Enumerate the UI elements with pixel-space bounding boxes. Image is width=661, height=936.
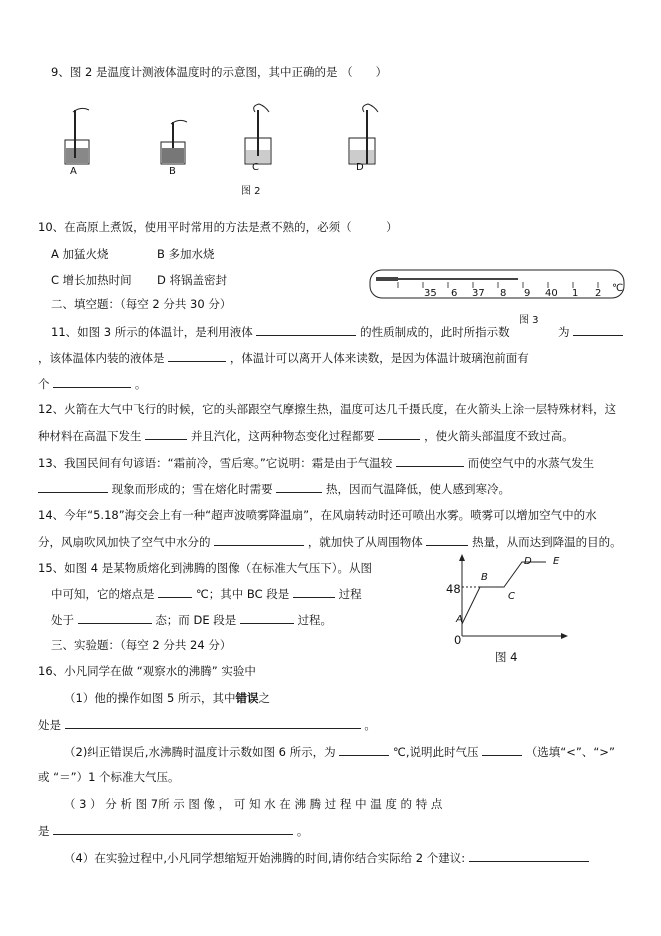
- thermo-tick-6: 6: [451, 288, 458, 299]
- thermo-tick-9: 9: [524, 288, 531, 299]
- q15-line1: 15、如图 4 是某物质熔化到沸腾的图像（在标准大气压下）。从图: [38, 561, 373, 575]
- q16-intro: 16、小凡同学在做 “观察水的沸腾” 实验中: [38, 664, 256, 678]
- q14-blank-2[interactable]: [426, 533, 468, 546]
- q11-line1: [51, 323, 510, 340]
- q11-l1c: [558, 323, 623, 340]
- q13-line2: [38, 480, 510, 497]
- q15-l2c: 过程: [338, 587, 362, 601]
- q15-l3c: 过程。: [297, 613, 333, 627]
- q11-line3: [38, 375, 146, 392]
- q16-s1-bold: 错误: [235, 691, 259, 705]
- q16-s3c: 。: [296, 824, 309, 838]
- q12-l2b: 并且汽化，这两种物态变化过程都要: [190, 429, 375, 443]
- q12-line2: [38, 427, 574, 444]
- thermo-tick-1: 1: [572, 288, 579, 299]
- fig4-point-c: C: [508, 591, 515, 602]
- q16-s2b: ℃,说明此时气压: [392, 745, 479, 759]
- fig2-label-b: B: [169, 166, 176, 177]
- fig4-origin: 0: [454, 633, 462, 647]
- beaker-b-icon: [161, 120, 187, 164]
- q16-s2a: （2)纠正错误后,水沸腾时温度计示数如图 6 所示，为: [64, 745, 336, 759]
- q16-blank-pressure[interactable]: [482, 743, 522, 756]
- q16-s1c: 处是: [38, 718, 61, 732]
- q11-blank-property[interactable]: [256, 323, 356, 336]
- q16-blank-error[interactable]: [65, 716, 361, 729]
- beaker-c-icon: [245, 104, 271, 164]
- q13-l1a: 13、我国民间有句谚语：“霜前冷，雪后寒。”它说明：霜是由于气温较: [38, 456, 393, 470]
- fig4-point-e: E: [553, 556, 560, 567]
- q16-s2c: （选填“<”、“>”: [525, 745, 615, 759]
- q16-blank-temp[interactable]: [339, 743, 389, 756]
- q16-s4: [64, 849, 589, 866]
- q16-blank-suggestion[interactable]: [469, 849, 589, 862]
- q11-line2: [38, 349, 529, 366]
- thermo-tick-35: 35: [424, 288, 437, 299]
- q16-s1d: 。: [364, 718, 376, 732]
- q15-line3: [51, 611, 332, 628]
- q12-l2c: ，使火箭头部温度不致过高。: [424, 429, 574, 443]
- q11-l2a: ，该体温体内装的液体是: [38, 351, 165, 365]
- q11-l1c-text: 为: [558, 325, 570, 339]
- q14-l2a: 分，风扇吹风加快了空气中水分的: [38, 535, 211, 549]
- beaker-a-icon: [65, 108, 89, 164]
- fig4-caption: 图 4: [495, 650, 518, 664]
- q15-blank-1[interactable]: [158, 585, 192, 598]
- q11-l1b: 的性质制成的，此时所指示数: [360, 325, 510, 339]
- beaker-d-icon: [349, 104, 378, 164]
- fig4-ytick: 48: [446, 582, 461, 596]
- q10-option-a: A 加猛火烧: [51, 247, 109, 261]
- fig3-caption: 图 3: [519, 315, 539, 326]
- q11-l3a: 个: [38, 377, 50, 391]
- q13-blank-3[interactable]: [276, 480, 322, 493]
- q14-l2b: ，就加快了从周围物体: [307, 535, 423, 549]
- fig4-point-b: B: [481, 572, 488, 583]
- q9-text: 9、图 2 是温度计测液体温度时的示意图，其中正确的是 （ ）: [51, 65, 388, 79]
- fig4-point-a: A: [456, 614, 463, 625]
- q13-l1b: 而使空气中的水蒸气发生: [467, 456, 595, 470]
- q15-blank-4[interactable]: [240, 611, 294, 624]
- q16-s1: [64, 690, 270, 706]
- q10-text: 10、在高原上煮饭，使用平时常用的方法是煮不熟的，必须（ ）: [38, 220, 398, 234]
- section2-heading: 二、填空题：（每空 2 分共 30 分）: [51, 297, 232, 311]
- q16-s3-line2: [38, 822, 308, 839]
- q15-l3a: 处于: [51, 613, 74, 627]
- q10-option-c: C 增长加热时间: [51, 273, 132, 287]
- q16-s2: [64, 743, 615, 760]
- q15-line2: [51, 585, 362, 602]
- q16-s1b: 之: [258, 691, 270, 705]
- q13-l2b: 热，因而气温降低，使人感到寒冷。: [325, 482, 510, 496]
- fig2-caption: 图 2: [241, 186, 261, 197]
- q10-option-b: B 多加水烧: [157, 247, 215, 261]
- q15-l2a: 中可知，它的熔点是: [51, 587, 155, 601]
- q11-l2b: ，体温计可以离开人体来读数，是因为体温计玻璃泡前面有: [229, 351, 529, 365]
- fig2-label-a: A: [70, 166, 77, 177]
- q16-s3a: （ 3 ） 分 析 图 7所 示 图 像 ， 可 知 水 在 沸 腾 过 程 中 温 度 的 特 点: [64, 797, 443, 811]
- thermo-tick-37: 37: [472, 288, 485, 299]
- q13-blank-1[interactable]: [396, 454, 464, 467]
- q16-s2d: 或 “＝”）1 个标准大气压。: [38, 770, 180, 784]
- q14-line2: [38, 533, 622, 550]
- fig2-beakers: [55, 100, 395, 180]
- q12-blank-2[interactable]: [378, 427, 420, 440]
- q11-l1a: 11、如图 3 所示的体温计，是利用液体: [51, 325, 253, 339]
- thermo-unit: ℃: [612, 283, 624, 294]
- q16-s1-line2: [38, 716, 376, 733]
- q14-l2c: 热量，从而达到降温的目的。: [472, 535, 622, 549]
- fig2-label-c: C: [252, 162, 259, 173]
- q16-s3b: 是: [38, 824, 50, 838]
- thermo-tick-8: 8: [500, 288, 507, 299]
- thermo-tick-2: 2: [595, 288, 602, 299]
- q12-blank-1[interactable]: [145, 427, 187, 440]
- q13-l2a: 现象而形成的；雪在熔化时需要: [111, 482, 273, 496]
- q14-line1: 14、今年“5.18”海交会上有一种“超声波喷雾降温扇”，在风扇转动时还可喷出水雾。喷雾可以增加空气中的水: [38, 508, 597, 522]
- q15-blank-3[interactable]: [78, 611, 152, 624]
- q16-s4-text: （4）在实验过程中,小凡同学想缩短开始沸腾的时间,请你结合实际给 2 个建议:: [64, 851, 466, 865]
- q13-line1: [38, 454, 594, 471]
- fig2-label-d: D: [356, 162, 364, 173]
- q11-blank-reading[interactable]: [573, 323, 623, 336]
- thermometer-icon: [368, 268, 628, 304]
- thermo-tick-40: 40: [545, 288, 558, 299]
- q12-line1: 12、火箭在大气中飞行的时候，它的头部跟空气摩擦生热，温度可达几千摄氏度，在火箭头上涂一层特殊材料，这: [38, 402, 617, 416]
- q15-l2b: ℃；其中 BC 段是: [195, 587, 290, 601]
- q13-blank-2[interactable]: [38, 480, 108, 493]
- q15-blank-2[interactable]: [293, 585, 335, 598]
- q12-l2a: 种材料在高温下发生: [38, 429, 142, 443]
- fig4-point-d: D: [524, 556, 532, 567]
- q15-l3b: 态；而 DE 段是: [155, 613, 237, 627]
- q16-s1a: （1）他的操作如图 5 所示，其中: [64, 691, 236, 705]
- fig4-graph: [440, 552, 570, 642]
- section3-heading: 三、实验题：（每空 2 分共 24 分）: [51, 638, 232, 652]
- q11-blank-liquid[interactable]: [168, 349, 226, 362]
- q16-blank-feature[interactable]: [53, 822, 293, 835]
- q11-l3b: 。: [134, 377, 147, 391]
- q10-option-d: D 将锅盖密封: [157, 273, 228, 287]
- q11-blank-feature[interactable]: [53, 375, 131, 388]
- q14-blank-1[interactable]: [214, 533, 304, 546]
